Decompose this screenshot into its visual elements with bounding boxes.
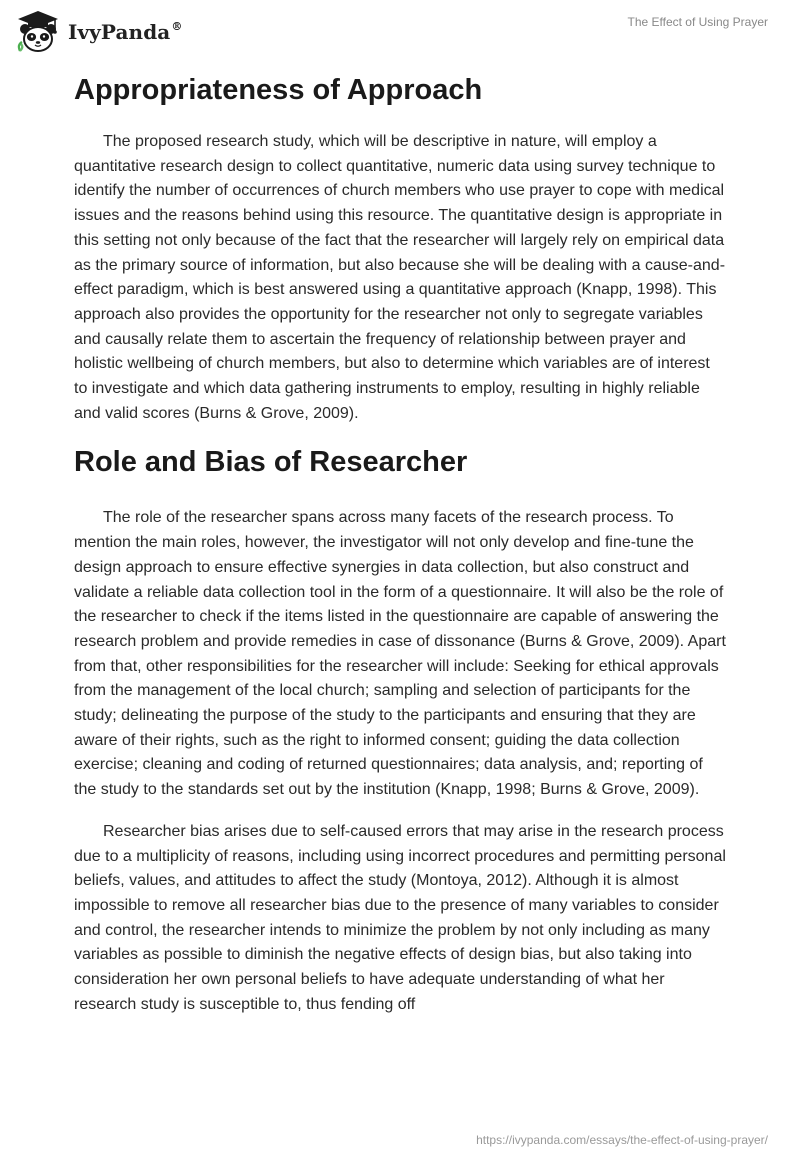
panda-graduate-icon [14,9,62,55]
page-header [0,0,800,62]
section-heading-role-bias: Role and Bias of Researcher [74,446,468,479]
essay-body [74,70,726,1018]
ivypanda-logo[interactable] [14,9,182,55]
registered-mark: ® [171,20,183,33]
running-title: The Effect of Using Prayer [627,15,768,29]
role-paragraph: The role of the researcher spans across many facets of the research process. To mention the main roles, however, the investigator will not only develop and fine-tune the design approach to ensure effective synergies in data collection, but also construct and validate a reliable data collection tool in the form of a questionnaire. It will also be the role of the researcher to check if the items listed in the questionnaire are capable of answering the research problem and provide remedies in case of dissonance (Burns & Grove, 2009). Apart from that, other responsibilities for the researcher will include: Seeking for ethical approvals from the management of the local church; sampling and selection of participants for the study; delineating the purpose of the study to the participants and ensuring that they are aware of their rights, such as the right to informed consent; guiding the data collection exercise; cleaning and coding of returned questionnaires; data analysis, and; reporting of the study to the standards set out by the institution (Knapp, 1998; Burns & Grove, 2009). [74,509,726,799]
brand-name: IvyPanda® [68,20,183,44]
approach-paragraph: The proposed research study, which will be descriptive in nature, will employ a quantitative research design to collect quantitative, numeric data using survey technique to identify the number of occurrences of church members who use prayer to cope with medical issues and the reasons behind using this resource. The quantitative design is appropriate in this setting not only because of the fact that the researcher will largely rely on empirical data as the primary source of information, but also because she will be dealing with a cause-and-effect paradigm, which is best answered using a quantitative approach (Knapp, 1998). This approach also provides the opportunity for the researcher not only to segregate variables and causally relate them to ascertain the frequency of relationship between prayer and holistic wellbeing of church members, but also to determine which variables are of interest to investigate and which data gathering instruments to employ, resulting in highly reliable and valid scores (Burns & Grove, 2009). [74,133,726,422]
section-heading-approach: Appropriateness of Approach [74,74,483,106]
source-url[interactable]: https://ivypanda.com/essays/the-effect-of-using-prayer/ [476,1133,768,1147]
bias-paragraph: Researcher bias arises due to self-caused errors that may arise in the research process due to a multiplicity of reasons, including using incorrect procedures and permitting personal beliefs, values, and attitudes to affect the study (Montoya, 2012). Although it is almost impossible to remove all researcher bias due to the presence of many variables to consider and control, the researcher intends to minimize the problem by not only including as many variables as possible to diminish the negative effects of design bias, but also taking into consideration her own personal beliefs to have adequate understanding of what her research study is susceptible to, thus fending off [74,822,726,1013]
